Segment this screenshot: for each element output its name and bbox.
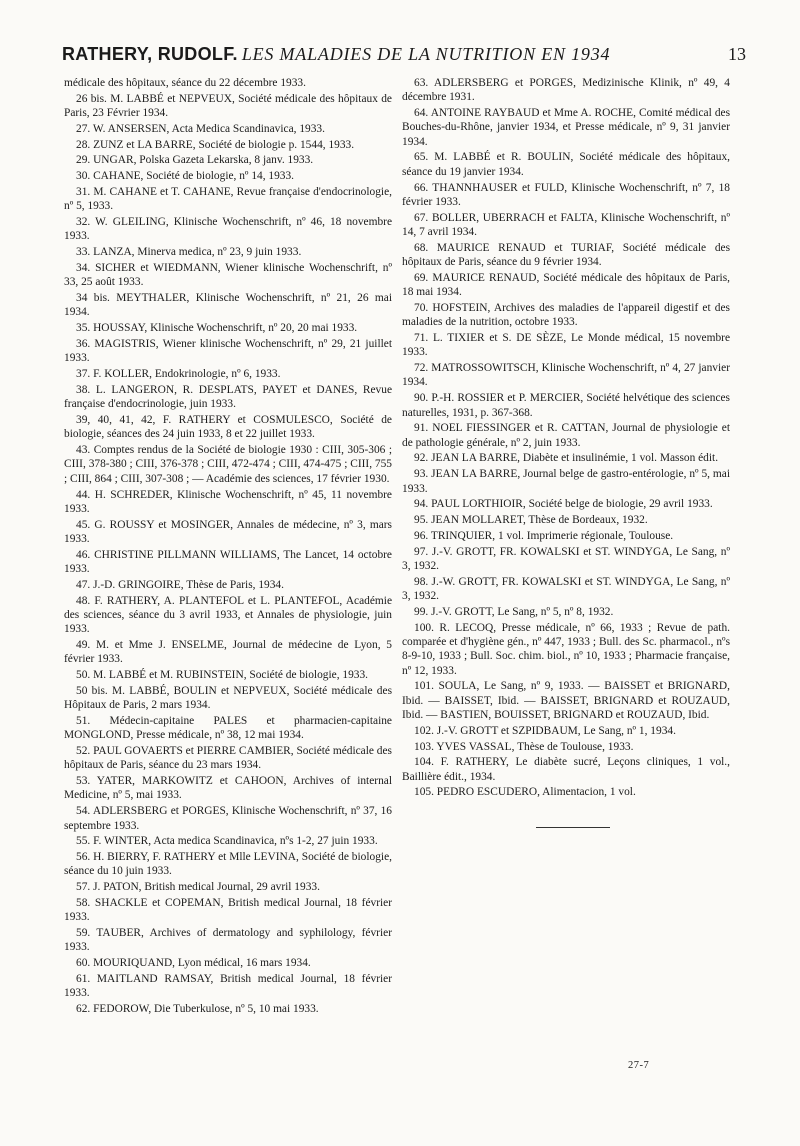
reference-entry: 62. FEDOROW, Die Tuberkulose, nº 5, 10 mai 1933. bbox=[76, 1003, 319, 1016]
reference-entry: 61. MAITLAND RAMSAY, British medical Journal, 18 février 1933. bbox=[64, 973, 392, 1000]
reference-entry: 64. ANTOINE RAYBAUD et Mme A. ROCHE, Comité médical des Bouches-du-Rhône, janvier 1934, et Presse médicale, nº 9, 31 janvier 1934. bbox=[402, 107, 730, 148]
reference-entry: 98. J.-W. GROTT, FR. KOWALSKI et ST. WINDYGA, Le Sang, nº 3, 1932. bbox=[402, 575, 730, 603]
reference-entry: 104. F. RATHERY, Le diabète sucré, Leçons cliniques, 1 vol., Baillière édit., 1934. bbox=[402, 756, 730, 783]
reference-entry: 96. TRINQUIER, 1 vol. Imprimerie régionale, Toulouse. bbox=[414, 529, 674, 542]
reference-entry: 68. MAURICE RENAUD et TURIAF, Société médicale des hôpitaux de Paris, séance du 9 février 1934. bbox=[402, 241, 730, 269]
reference-entry: 94. PAUL LORTHIOIR, Société belge de biologie, 29 avril 1933. bbox=[414, 498, 713, 511]
reference-entry: 29. UNGAR, Polska Gazeta Lekarska, 8 janv. 1933. bbox=[76, 154, 314, 167]
reference-entry: 39, 40, 41, 42, F. RATHERY et COSMULESCO, Société de biologie, séances des 24 juin 1933, 8 et 22 juillet 1933. bbox=[64, 414, 392, 441]
reference-entry: 36. MAGISTRIS, Wiener klinische Wochenschrift, nº 29, 21 juillet 1933. bbox=[64, 338, 392, 365]
page-header bbox=[62, 44, 746, 70]
reference-entry: 90. P.-H. ROSSIER et P. MERCIER, Société helvétique des sciences naturelles, 1931, p. 367-368. bbox=[402, 392, 730, 419]
reference-entry: 65. M. LABBÉ et R. BOULIN, Société médicale des hôpitaux, séance du 19 janvier 1934. bbox=[402, 151, 730, 178]
reference-entry: 49. M. et Mme J. ENSELME, Journal de médecine de Lyon, 5 février 1933. bbox=[64, 638, 392, 666]
reference-entry: 47. J.-D. GRINGOIRE, Thèse de Paris, 1934. bbox=[76, 578, 284, 591]
reference-entry: 50. M. LABBÉ et M. RUBINSTEIN, Société de biologie, 1933. bbox=[76, 669, 369, 682]
left-column bbox=[64, 76, 392, 1018]
reference-entry: 93. JEAN LA BARRE, Journal belge de gastro-entérologie, nº 5, mai 1933. bbox=[402, 468, 730, 495]
reference-entry: 34. SICHER et WIEDMANN, Wiener klinische Wochenschrift, nº 33, 25 août 1933. bbox=[64, 262, 392, 289]
reference-entry: 34 bis. MEYTHALER, Klinische Wochenschrift, nº 21, 26 mai 1934. bbox=[64, 292, 392, 319]
reference-entry: 33. LANZA, Minerva medica, nº 23, 9 juin 1933. bbox=[76, 246, 302, 259]
reference-entry: 32. W. GLEILING, Klinische Wochenschrift, nº 46, 18 novembre 1933. bbox=[64, 216, 392, 243]
reference-entry: 38. L. LANGERON, R. DESPLATS, PAYET et DANES, Revue française d'endocrinologie, juin 1933. bbox=[64, 383, 392, 411]
reference-entry: 30. CAHANE, Société de biologie, nº 14, 1933. bbox=[76, 170, 295, 183]
reference-entry: 92. JEAN LA BARRE, Diabète et insulinémie, 1 vol. Masson édit. bbox=[414, 452, 719, 465]
reference-entry: 37. F. KOLLER, Endokrinologie, nº 6, 1933. bbox=[76, 368, 281, 381]
reference-entry: 95. JEAN MOLLARET, Thèse de Bordeaux, 1932. bbox=[414, 514, 648, 527]
reference-entry: 60. MOURIQUAND, Lyon médical, 16 mars 1934. bbox=[76, 957, 311, 970]
reference-entry: 67. BOLLER, UBERRACH et FALTA, Klinische Wochenschrift, nº 14, 7 avril 1934. bbox=[402, 211, 730, 238]
right-column bbox=[402, 76, 730, 801]
reference-entry: 103. YVES VASSAL, Thèse de Toulouse, 1933. bbox=[414, 740, 634, 753]
reference-entry: 46. CHRISTINE PILLMANN WILLIAMS, The Lancet, 14 octobre 1933. bbox=[64, 548, 392, 575]
reference-entry: 51. Médecin-capitaine PALES et pharmacien-capitaine MONGLOND, Presse médicale, nº 38, 12 mai 1934. bbox=[64, 714, 392, 742]
reference-entry: 66. THANNHAUSER et FULD, Klinische Wochenschrift, nº 7, 18 février 1933. bbox=[402, 181, 730, 208]
reference-entry: 43. Comptes rendus de la Société de biologie 1930 : CIII, 305-306 ; CIII, 378-380 ; CIII, 376-378 ; CIII, 472-474 ; CIII, 474-475 ; CIII, 755 ; CIII, 864 ; CIII, 307-308 ; — Académie des sciences, 17 février 1930. bbox=[64, 444, 392, 485]
reference-entry: 91. NOEL FIESSINGER et R. CATTAN, Journal de physiologie et de pathologie générale, nº 2, juin 1933. bbox=[402, 422, 730, 449]
reference-entry: 52. PAUL GOVAERTS et PIERRE CAMBIER, Société médicale des hôpitaux de Paris, séance du 23 mars 1934. bbox=[64, 745, 392, 772]
end-rule bbox=[536, 827, 610, 828]
reference-entry: 99. J.-V. GROTT, Le Sang, nº 5, nº 8, 1932. bbox=[414, 605, 614, 618]
reference-entry: 105. PEDRO ESCUDERO, Alimentacion, 1 vol. bbox=[414, 786, 636, 799]
reference-entry: 69. MAURICE RENAUD, Société médicale des hôpitaux de Paris, 18 mai 1934. bbox=[402, 271, 730, 299]
reference-entry: 57. J. PATON, British medical Journal, 29 avril 1933. bbox=[76, 881, 320, 894]
reference-entry: 63. ADLERSBERG et PORGES, Medizinische Klinik, nº 49, 4 décembre 1931. bbox=[402, 77, 730, 104]
reference-entry: 59. TAUBER, Archives of dermatology and syphilology, février 1933. bbox=[64, 927, 392, 954]
page-number: 13 bbox=[728, 44, 746, 64]
reference-entry: 102. J.-V. GROTT et SZPIDBAUM, Le Sang, nº 1, 1934. bbox=[414, 724, 676, 737]
reference-entry: 50 bis. M. LABBÉ, BOULIN et NEPVEUX, Société médicale des Hôpitaux de Paris, 2 mars 1934. bbox=[64, 684, 392, 712]
reference-entry: 100. R. LECOQ, Presse médicale, nº 66, 1933 ; Revue de path. comparée et d'hygiène gén., nº 447, 1933 ; Bull. des Sc. pharmacol., nºs 8-9-10, 1933 ; Bull. Soc. chim. biol., nº 10, 1933 ; Pharmacie française, nº 12, 1933. bbox=[402, 621, 730, 677]
reference-entry: 45. G. ROUSSY et MOSINGER, Annales de médecine, nº 3, mars 1933. bbox=[64, 518, 392, 545]
reference-entry: 55. F. WINTER, Acta medica Scandinavica, nºs 1-2, 27 juin 1933. bbox=[76, 835, 378, 848]
reference-entry: 70. HOFSTEIN, Archives des maladies de l'appareil digestif et des maladies de la nutrition, octobre 1933. bbox=[402, 301, 730, 329]
running-head-title: LES MALADIES DE LA NUTRITION EN 1934 bbox=[241, 44, 611, 64]
reference-entry: 72. MATROSSOWITSCH, Klinische Wochenschrift, nº 4, 27 janvier 1934. bbox=[402, 362, 730, 389]
reference-entry: 27. W. ANSERSEN, Acta Medica Scandinavica, 1933. bbox=[76, 122, 325, 135]
reference-entry: 58. SHACKLE et COPEMAN, British medical Journal, 18 février 1933. bbox=[64, 897, 392, 924]
reference-entry: médicale des hôpitaux, séance du 22 décembre 1933. bbox=[64, 77, 306, 89]
reference-entry: 53. YATER, MARKOWITZ et CAHOON, Archives of internal Medicine, nº 5, mai 1933. bbox=[64, 775, 392, 802]
printer-signature: 27-7 bbox=[628, 1060, 650, 1071]
reference-entry: 28. ZUNZ et LA BARRE, Société de biologie p. 1544, 1933. bbox=[76, 138, 355, 151]
reference-entry: 71. L. TIXIER et S. DE SÈZE, Le Monde médical, 15 novembre 1933. bbox=[402, 332, 730, 359]
reference-entry: 48. F. RATHERY, A. PLANTEFOL et L. PLANTEFOL, Académie des sciences, séance du 3 avril 1933, et Annales de physiologie, juin 1933. bbox=[64, 594, 392, 636]
reference-entry: 101. SOULA, Le Sang, nº 9, 1933. — BAISSET et BRIGNARD, Ibid. — BAISSET, Ibid. — BAISSET, BRIGNARD et ROUZAUD, Ibid. — BASTIEN, BOUISSET, BRIGNARD et ROUZAUD, Ibid. bbox=[402, 680, 730, 721]
reference-entry: 31. M. CAHANE et T. CAHANE, Revue française d'endocrinologie, nº 5, 1933. bbox=[64, 186, 392, 213]
running-head-author: RATHERY, RUDOLF. bbox=[62, 44, 238, 64]
reference-entry: 54. ADLERSBERG et PORGES, Klinische Wochenschrift, nº 37, 16 septembre 1933. bbox=[64, 805, 392, 832]
reference-entry: 97. J.-V. GROTT, FR. KOWALSKI et ST. WINDYGA, Le Sang, nº 3, 1932. bbox=[402, 545, 730, 572]
reference-entry: 26 bis. M. LABBÉ et NEPVEUX, Société médicale des hôpitaux de Paris, 23 Février 1934. bbox=[64, 92, 392, 120]
reference-entry: 56. H. BIERRY, F. RATHERY et Mlle LEVINA, Société de biologie, séance du 10 juin 1933. bbox=[64, 851, 392, 878]
reference-entry: 35. HOUSSAY, Klinische Wochenschrift, nº 20, 20 mai 1933. bbox=[76, 322, 358, 335]
reference-entry: 44. H. SCHREDER, Klinische Wochenschrift, nº 45, 11 novembre 1933. bbox=[64, 488, 392, 515]
